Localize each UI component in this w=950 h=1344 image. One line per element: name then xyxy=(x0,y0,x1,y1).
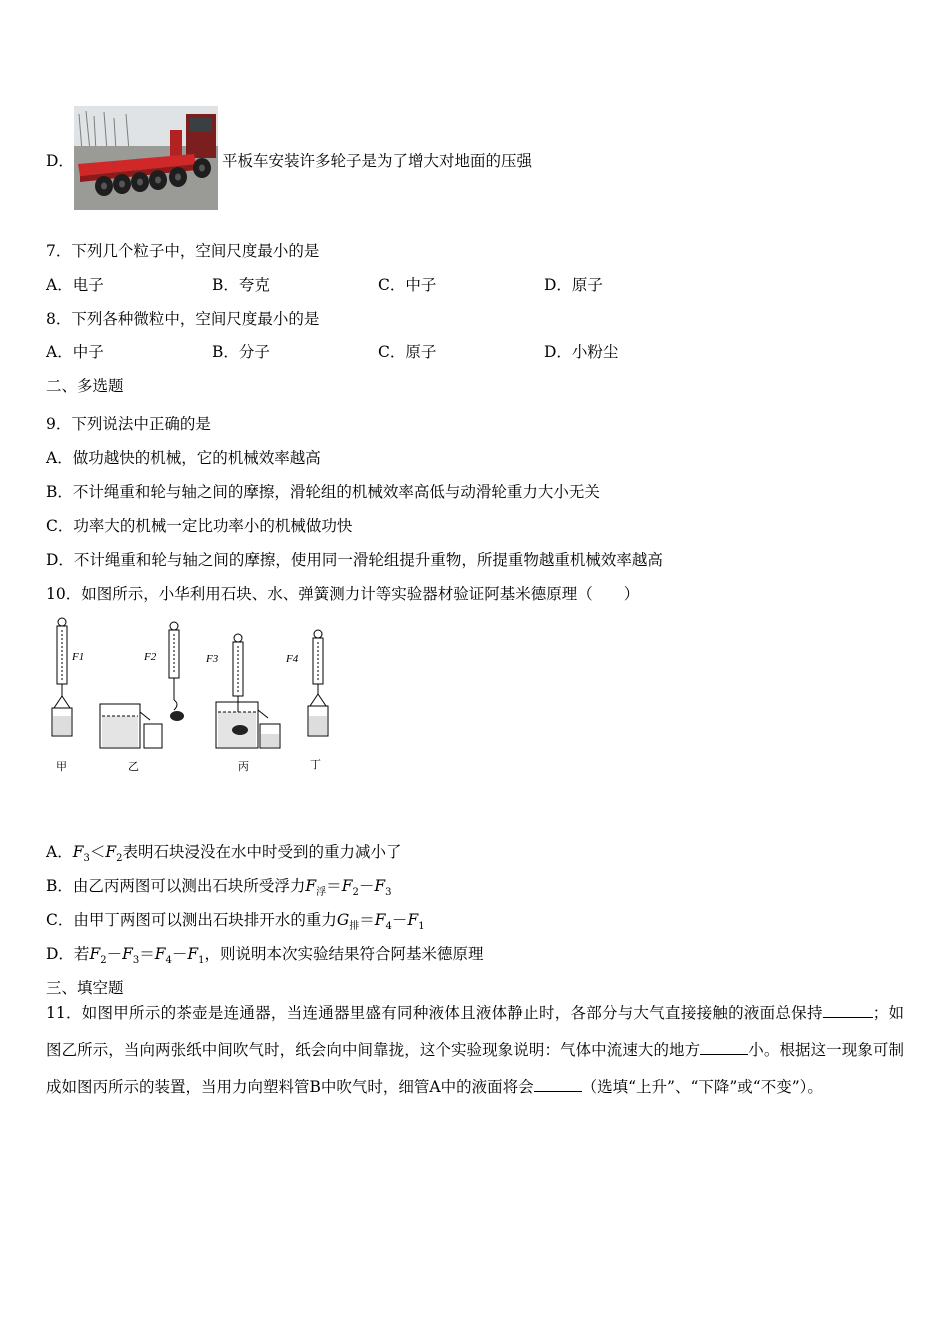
q11-paragraph: 11．如图甲所示的茶壶是连通器，当连通器里盛有同种液体且液体静止时，各部分与大气直接接触的液面总保持 ；如图乙所示，当向两张纸中间吹气时，纸会向中间靠拢，这个实验现象说明：气体中流速大的地方 小。根据这一现象可制成如图丙所示的装置，当用力向塑料管B中吹气时，细管A中的液面将会 （选填“上升”、“下降”或“不变”）。 xyxy=(46,995,904,1106)
label-jia: 甲 xyxy=(56,761,67,773)
q11-blank-2[interactable] xyxy=(700,1038,748,1055)
q11-blank-1[interactable] xyxy=(823,1001,873,1018)
q7-option-d[interactable]: D．原子 xyxy=(544,276,603,294)
q10-option-b[interactable]: B．由乙丙两图可以测出石块所受浮力$F_浮=F_2-F_3$ xyxy=(46,877,392,899)
q8-option-a[interactable]: A．中子 xyxy=(46,343,104,361)
label-f2: F2 xyxy=(144,651,157,663)
q7-option-b[interactable]: B．夸克 xyxy=(212,276,270,294)
q8-stem: 8．下列各种微粒中，空间尺度最小的是 xyxy=(46,310,320,328)
q9-option-b[interactable]: B．不计绳重和轮与轴之间的摩擦，滑轮组的机械效率高低与动滑轮重力大小无关 xyxy=(46,483,600,501)
label-yi: 乙 xyxy=(128,761,139,773)
q9-option-a[interactable]: A．做功越快的机械，它的机械效率越高 xyxy=(46,449,321,467)
q10-option-a[interactable]: A．$F_3<F_2$表明石块浸没在水中时受到的重力减小了 xyxy=(46,843,402,865)
section-heading-fill-blank: 三、填空题 xyxy=(46,979,124,997)
q7-options xyxy=(46,274,746,296)
q8-option-c[interactable]: C．原子 xyxy=(378,343,437,361)
q10-option-d[interactable]: D．若$F_2-F_3=F_4-F_1$，则说明本次实验结果符合阿基米德原理 xyxy=(46,945,484,967)
q7-option-a[interactable]: A．电子 xyxy=(46,276,104,294)
archimedes-experiment-figure xyxy=(44,616,344,778)
label-bing: 丙 xyxy=(238,761,249,773)
label-ding: 丁 xyxy=(310,759,321,771)
q6-d-text: 平板车安装许多轮子是为了增大对地面的压强 xyxy=(222,152,533,170)
flatbed-truck-image xyxy=(74,106,218,210)
q8-options xyxy=(46,341,746,363)
q8-option-b[interactable]: B．分子 xyxy=(212,343,270,361)
label-f3: F3 xyxy=(206,653,219,665)
q10-option-c[interactable]: C．由甲丁两图可以测出石块排开水的重力$G_排=F_4-F_1$ xyxy=(46,911,425,933)
q6-option-d xyxy=(46,150,74,172)
q9-option-c[interactable]: C．功率大的机械一定比功率小的机械做功快 xyxy=(46,517,353,535)
section-heading-multi-choice: 二、多选题 xyxy=(46,377,124,395)
label-f4: F4 xyxy=(286,653,299,665)
q8-option-d[interactable]: D．小粉尘 xyxy=(544,343,619,361)
q9-stem: 9．下列说法中正确的是 xyxy=(46,415,211,433)
q6-d-label: D． xyxy=(46,152,74,170)
q7-option-c[interactable]: C．中子 xyxy=(378,276,437,294)
q9-option-d[interactable]: D．不计绳重和轮与轴之间的摩擦，使用同一滑轮组提升重物，所提重物越重机械效率越高 xyxy=(46,551,663,569)
q11-blank-3[interactable] xyxy=(534,1075,582,1092)
label-f1: F1 xyxy=(72,651,85,663)
q10-stem: 10．如图所示，小华利用石块、水、弹簧测力计等实验器材验证阿基米德原理（ ） xyxy=(46,585,640,603)
q7-stem: 7．下列几个粒子中，空间尺度最小的是 xyxy=(46,242,320,260)
